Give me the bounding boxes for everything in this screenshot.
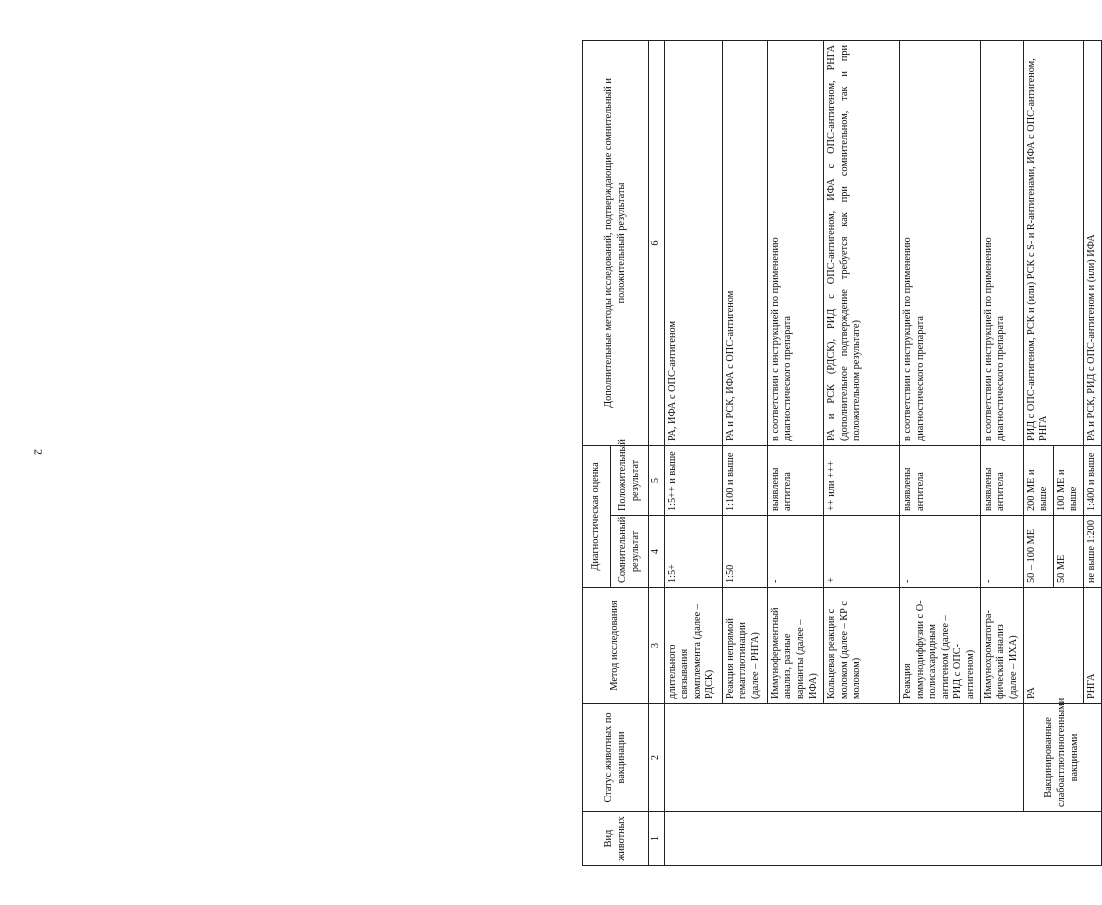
column-number-row: [649, 40, 665, 865]
positive-cell: ++ или +++: [823, 445, 899, 515]
table-row: [664, 40, 722, 865]
status-cell-blank: [664, 704, 1023, 812]
vaccinated-status-cell: Вакцинированные слабоагглютиногенными вакцинами: [1023, 704, 1101, 812]
header-status: Статус животных по вакцинации: [583, 704, 649, 812]
additional-cell: в соответствии с инструкцией по применению диагностического препарата: [767, 40, 823, 445]
header-row: [583, 40, 611, 865]
positive-cell: 1:5++ и выше: [664, 445, 722, 515]
doubtful-cell: 50 МЕ: [1053, 516, 1083, 588]
positive-cell: выявлены антитела: [980, 445, 1023, 515]
column-number: 6: [649, 40, 665, 445]
additional-cell: РА и РСК (РДСК), РИД с ОПС-антигеном, ИФА с ОПС-антигеном, РНГА (дополнительное подтверждение требуется как при сомнительном, так и при положительном результате): [823, 40, 899, 445]
method-cell: Реакция иммунодиффузии с О- полисахаридным антигеном (далее – РИД с ОПС- антигеном): [900, 588, 980, 704]
doubtful-cell: 1:50: [722, 516, 767, 588]
doubtful-cell: -: [980, 516, 1023, 588]
header-method: Метод исследования: [583, 588, 649, 704]
additional-cell: в соответствии с инструкцией по применению диагностического препарата: [900, 40, 980, 445]
method-cell: РНГА: [1083, 588, 1101, 704]
header-additional: Дополнительные методы исследований, подтверждающие сомнительный и положительный результаты: [583, 40, 649, 445]
doubtful-cell: 1:5+: [664, 516, 722, 588]
doubtful-cell: -: [767, 516, 823, 588]
doubtful-cell: 50 – 100 МЕ: [1023, 516, 1053, 588]
method-cell: Реакция непрямой гемагглютинации (далее – РНГА): [722, 588, 767, 704]
rotated-page: [582, 41, 1102, 866]
column-number: 4: [649, 516, 665, 588]
column-number: 2: [649, 704, 665, 812]
positive-cell: 1:100 и выше: [722, 445, 767, 515]
doubtful-cell: не выше 1:200: [1083, 516, 1101, 588]
method-cell: длительного связывания комплемента (далее – РДСК): [664, 588, 722, 704]
header-doubtful: Сомнительный результат: [611, 516, 649, 588]
additional-cell: РИД с ОПС-антигеном, РСК и (или) РСК с S- и R-антигенами, ИФА с ОПС-антигеном, РНГА: [1023, 40, 1083, 445]
diagnostic-table: [582, 40, 1102, 866]
column-number: 5: [649, 445, 665, 515]
positive-cell: 100 МЕ и выше: [1053, 445, 1083, 515]
header-animal: Вид животных: [583, 812, 649, 866]
header-diagnostic: Диагностическая оценка: [583, 445, 611, 587]
method-cell: Кольцевая реакция с молоком (далее – КР с молоком): [823, 588, 899, 704]
header-positive: Положительный результат: [611, 445, 649, 515]
animal-cell: [664, 812, 1101, 866]
positive-cell: 200 МЕ и выше: [1023, 445, 1053, 515]
positive-cell: 1:400 и выше: [1083, 445, 1101, 515]
positive-cell: выявлены антитела: [767, 445, 823, 515]
doubtful-cell: +: [823, 516, 899, 588]
table-row: [1023, 40, 1053, 865]
column-number: 3: [649, 588, 665, 704]
doubtful-cell: -: [900, 516, 980, 588]
additional-cell: РА и РСК, ИФА с ОПС-антигеном: [722, 40, 767, 445]
page-number: 2: [31, 449, 46, 455]
additional-cell: в соответствии с инструкцией по применению диагностического препарата: [980, 40, 1023, 445]
additional-cell: РА, ИФА с ОПС-антигеном: [664, 40, 722, 445]
positive-cell: выявлены антитела: [900, 445, 980, 515]
column-number: 1: [649, 812, 665, 866]
method-cell: Иммунохроматогра- фический анализ (далее – ИХА): [980, 588, 1023, 704]
method-cell: Иммуноферментный анализ, разные варианты (далее – ИФА): [767, 588, 823, 704]
method-cell: РА: [1023, 588, 1083, 704]
additional-cell: РА и РСК, РИД с ОПС-антигеном и (или) ИФА: [1083, 40, 1101, 445]
